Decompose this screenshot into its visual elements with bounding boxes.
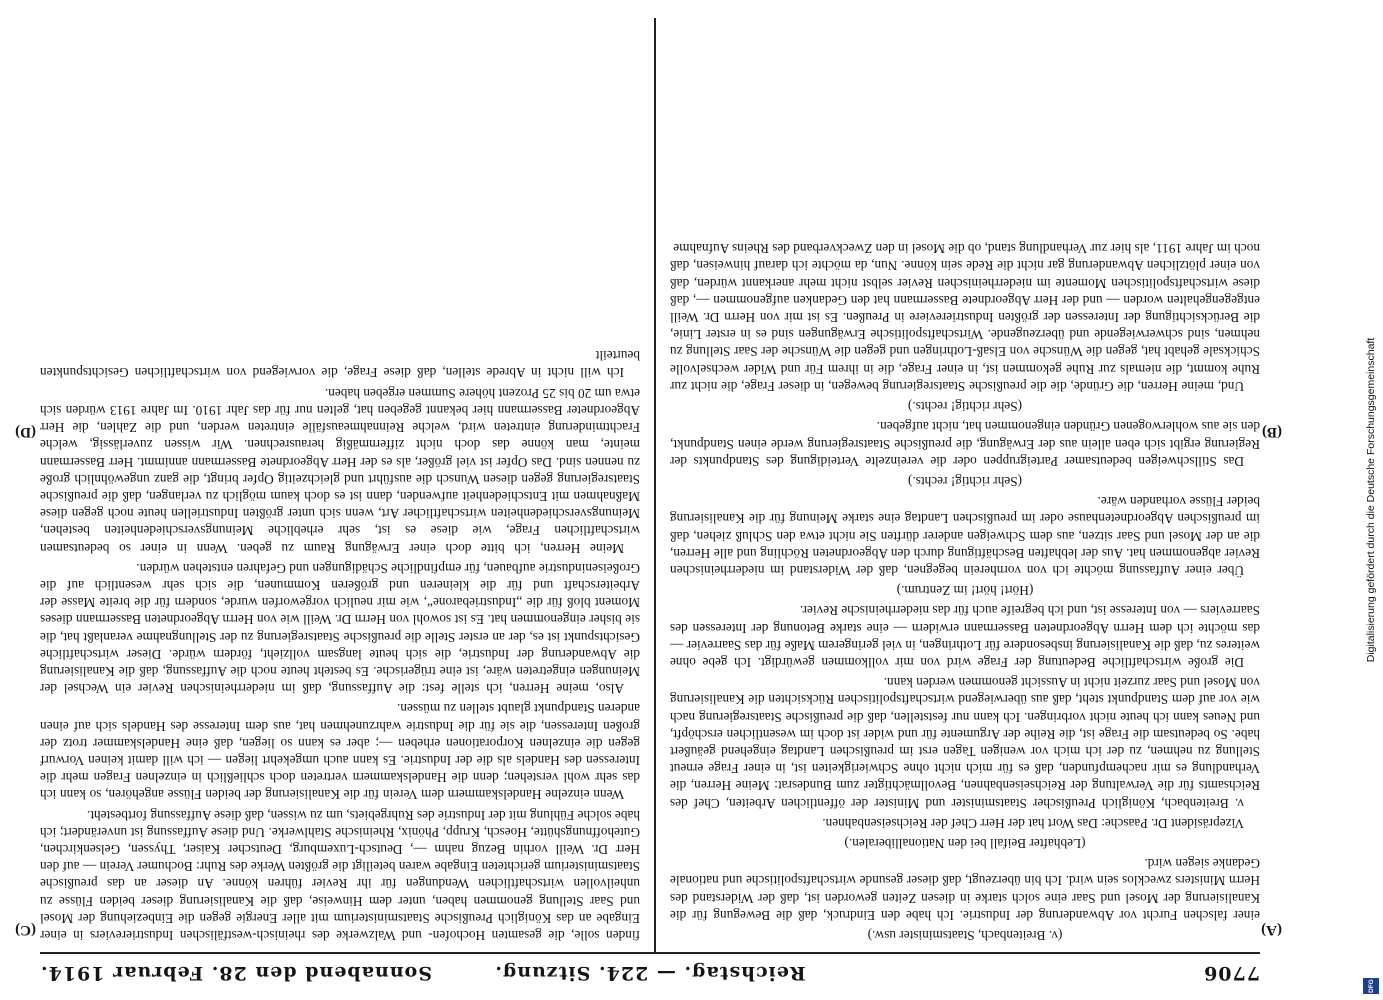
page-header bbox=[40, 954, 1260, 984]
left-column bbox=[670, 20, 1260, 944]
page-title: Reichstag. — 224. Sitzung. bbox=[494, 962, 806, 984]
dfg-logo-icon: DFG bbox=[1363, 978, 1379, 994]
paragraph: Die große wirtschaftliche Bedeutung der Frage wird von mir vollkommen gewürdigt. Ich gebe ohne weiteres zu, daß die Kanalisierung insbesondere für Lothringen, in viel geringerem Maße für das Saarrevier — das möchte ich dem Herrn Abgeordneten Bassermann erwidern — eine starke Betonung der Interessen des Saarreviers — von Interesse ist, und ich begreife auch für das niederrheinische Revier. bbox=[670, 603, 1260, 670]
margin-mark-b: (B) bbox=[1262, 424, 1282, 440]
interjection: (Sehr richtig! rechts.) bbox=[907, 399, 1023, 415]
margin-mark-c: (C) bbox=[15, 922, 36, 938]
paragraph: Über einer Auffassung möchte ich von vornherein begegnen, daß der Widerstand im niederrheinischen Revier abgenommen hat. Aus der lebhaften Beschäftigung durch den Abgeordneten Röchling und alle Herren, die an der Mosel und Saar sitzen, aus dem Schweigen anderer dürften Sie nicht etwa den Schluß ziehen, daß im preußischen Abgeordnetenhause oder im preußischen Landtag eine starke Meinung für die Kanalisierung beider Flüsse vorhanden wäre. bbox=[670, 494, 1260, 578]
paragraph: einer falschen Furcht vor Abwanderung der Industrie. Ich habe den Eindruck, daß die Bewegung für die Kanalisierung der Mosel und Saar eine solch starke in diesen Zeiten geworden ist, daß der Widerstand des Herrn Ministers zwecklos sein wird. Ich bin überzeugt, daß dieser gesunde wirtschaftspolitische und nationale Gedanke siegen wird. bbox=[670, 856, 1260, 923]
margin-mark-a: (A) bbox=[1261, 922, 1282, 938]
interjection: (Hört! hört! im Zentrum.) bbox=[896, 583, 1034, 599]
paragraph: Meine Herren, ich bitte doch einer Erwägung Raum zu geben. Wenn in einer so bedeutsamen wirtschaftlichen Frage, wie diese es ist, sehr erhebliche Meinungsverschiedenheiten bestehen, Meinungsverschiedenheiten wirtschaftlicher Art, wenn sich unter größten Industriellen heute noch gegen diese Maßnahmen mit Entschiedenheit aufwenden, dann ist es doch kaum möglich zu verlangen, daß die preußische Staatsregierung gegen diesen Wunsch die ausführt und gleichzeitig Opfer bringt, die ganz ungewöhnlich große zu nennen sind. Das Opfer ist viel größer, als es der Herr Abgeordnete Bassermann annimmt. Herr Bassermann meinte, man könne das doch nicht ziffernmäßig herausrechnen. Wir wissen zuverlässig, welche Frachtminderung eintreten wird, welche Reinnahmeausfälle eintreten werden, und die Zahlen, die Herr Abgeordneter Bassermann hier bekannt gegeben hat, gelten nur für das Jahr 1910. Im Jahre 1913 würden sich etwa um 20 bis 25 Prozent höhere Summen ergeben haben. bbox=[40, 385, 640, 556]
interjection: (Lebhafter Beifall bei den Nationalliberalen.) bbox=[844, 835, 1086, 851]
paragraph: Vizepräsident Dr. Paasche: Das Wort hat der Herr Chef der Reichseisenbahnen. bbox=[822, 815, 1244, 831]
paragraph: v. Breitenbach, Königlich Preußischer Staatsminister und Minister der öffentlichen Arbeiten, Chef des Reichsamts für die Verwaltung der Reichseisenbahnen, Bevollmächtigter zum Bundesrat: Meine Herren, die Verhandlung es mir nachempfunden, daß es für mich nicht ohne Schwierigkeiten ist, in einer Frage erneut Stellung zu nehmen, zu der ich mich vor wenigen Tagen erst im preußischen Landtag eingehend geäußert habe. So bedeutsam die Frage ist, die Reihe der Argumente für und wider ist doch im wesentlichen erschöpft, und Neues kann ich heute nicht vorbringen. Ich kann nur feststellen, daß die preußische Staatsregierung nach wie vor auf dem Standpunkt steht, daß aus überwiegend wirtschaftspolitischen Rücksichten die Kanalisierung von Mosel und Saar zurzeit nicht in Aussicht genommen werden kann. bbox=[670, 675, 1260, 811]
paragraph: Also, meine Herren, ich stelle fest: die Auffassung, daß im niederrheinischen Revier ein Wechsel der Meinungen eingetreten wäre, ist eine trügerische. Es besteht heute noch die Auffassung, daß die Kanalisierung die Abwanderung der Industrie, die sich heute langsam vollzieht, fördern würde. Dieser wirtschaftliche Gesichtspunkt ist es, der an erster Stelle die preußische Staatsregierung zu der Stellungnahme veranlaßt hat, die sie bisher eingenommen hat. Es ist sowohl von Herrn Dr. Weill wie von Herrn Abgeordneten Bassermann dieses Moment bloß für die „Industriebarone“, wie mir neulich vorgeworfen wurde, sondern für die breite Masse der Arbeiterschaft und für die kleineren und größeren Kommunen, die sich sehr wesentlich auf die Großeisenindustrie aufbauen, für empfindliche Schädigungen und Gefahren entstehen würden. bbox=[40, 560, 640, 697]
paragraph: finden solle, die gesamten Hochofen- und Walzwerke des rheinisch-westfälischen Industriereviers in einer Eingabe an das Königlich Preußische Staatsministerium mit aller Energie gegen die Einbeziehung der Mosel und Saar Stellung genommen haben, unter dem Hinweise, daß die Kanalisierung dieser beiden Flüsse zu unheilvollen wirtschaftlichen Wendungen für ihr Revier führen könne. An dieser an das preußische Staatsministerium gerichteten Eingabe waren beteiligt die größten Werke des Ruhr: Bochumer Verein — auf den Herr Dr. Weill vorhin Bezug nahm —, Deutsch-Luxemburg, Deutscher Kaiser, Thyssen, Gelsenkirchen, Gutehoffnungshütte, Hoesch, Krupp, Phönix, Rheinische Stahlwerke. Und diese Auffassung ist unverändert; ich habe solche Fühlung mit der Industrie des Ruhrgebiets, um zu wissen, daß diese Auffassung fortbesteht. bbox=[40, 807, 640, 943]
speaker-attribution: (v. Breitenbach, Staatsminister usw.) bbox=[867, 928, 1063, 943]
paragraph: Wenn einzelne Handelskammern dem Verein für die Kanalisierung der beiden Flüsse angehören, so kann ich das sehr wohl verstehen; denn die Handelskammern vertreten doch schließlich in einzelnen Fragen mehr die Interessen des Handels als die der Industrie. Es kann auch umgekehrt liegen — ich will damit keinen Vorwurf gegen die einzelnen Korporationen erheben —; aber es kann so liegen, daß eine Handelskammer trotz der großen Interessen, die sie für die Industrie wahrzunehmen hat, aus dem Interesse des Handels sich auf einen anderen Standpunkt glaubt stellen zu müssen. bbox=[40, 701, 640, 803]
margin-mark-d: (D) bbox=[15, 424, 36, 440]
page-number: 7706 bbox=[1203, 962, 1260, 984]
paragraph: Und, meine Herren, die Gründe, die die preußische Staatsregierung bewegen, in dieser Frage, die nicht zur Ruhe kommt, die niemals zur Ruhe gekommen ist, in einer Frage, die in ihrem Für und Wider wechselvolle Schicksale gehabt hat, gegen die Wünsche von Elsaß-Lothringen und gegen die Wünsche der Saar Stellung zu nehmen, sind schwerwiegende und überzeugende. Wirtschaftspolitische Erwägungen sind es in erster Linie, die Berücksichtigung der Interessen der größten Industriereviere in Preußen. Es ist mir von Herrn Dr. Weill entgegengehalten worden — und der Herr Abgeordnete Bassermann hat den Gedanken aufgenommen —, daß diese wirtschaftspolitischen Momente im niederrheinischen Revier selbst nicht mehr anerkannt würden, daß von einer plötzlichen Abwanderung gar nicht die Rede sein könne. Nun, da möchte ich darauf hinweisen, daß noch im Jahre 1911, als hier zur Verhandlung stand, ob die Mosel in den Zweckverband des Rheins Aufnahme bbox=[670, 241, 1260, 394]
header-rule bbox=[40, 952, 1260, 954]
interjection: (Sehr richtig! rechts.) bbox=[907, 473, 1023, 489]
paragraph: Das Stillschweigen bedeutsamer Parteigruppen oder die vereinzelte Verteidigung des Standpunkts der Regierung ergibt sich eben allein aus der Erwägung, die preußische Staatsregierung werde einen Standpunkt, den sie aus wohlerwogenen Gründen eingenommen hat, nicht aufgeben. bbox=[670, 419, 1260, 469]
digitization-credit-text: Digitalisierung gefördert durch die Deutsche Forschungsgemeinschaft bbox=[1365, 337, 1377, 663]
column-divider bbox=[654, 18, 656, 952]
paragraph: Ich will nicht in Abrede stellen, daß diese Frage, die vorwiegend von wirtschaftlichen Gesichtspunkten beurteilt bbox=[40, 348, 640, 381]
digitization-credit-strip bbox=[1359, 0, 1383, 1000]
page-date: Sonnabend den 28. Februar 1914. bbox=[40, 962, 432, 984]
right-column bbox=[40, 20, 640, 944]
